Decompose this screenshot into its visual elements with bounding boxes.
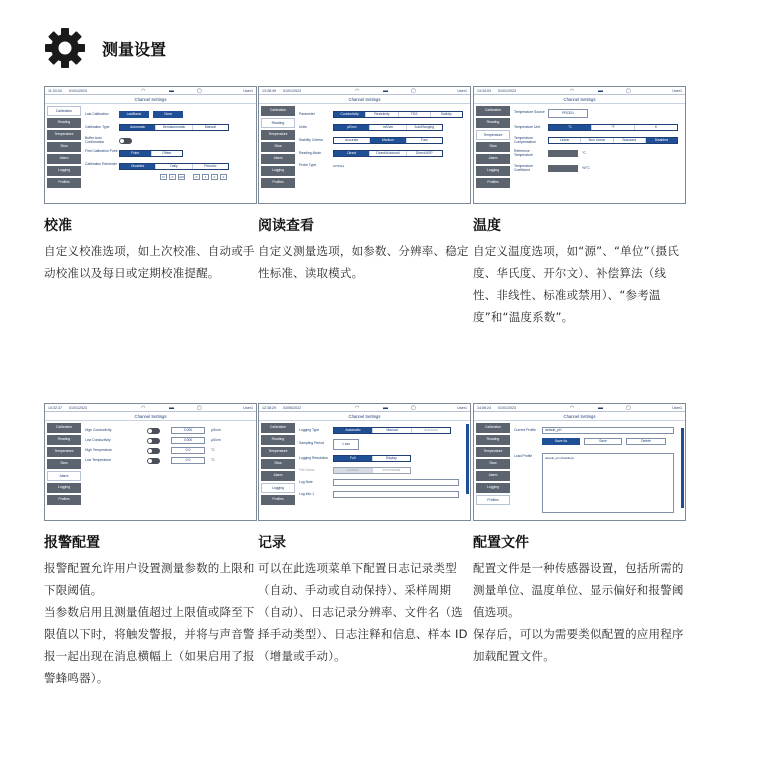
log-res-full[interactable]: Full bbox=[334, 456, 373, 461]
usb-icon: ▢ bbox=[626, 405, 631, 411]
reminder-p3-box[interactable]: 0 bbox=[211, 174, 218, 180]
status-user[interactable]: User1 bbox=[243, 89, 253, 93]
mode-direct-autohold[interactable]: Direct/Autohold bbox=[370, 151, 406, 156]
status-date: 01/01/2023 bbox=[69, 89, 87, 93]
usb-icon: ▢ bbox=[411, 405, 416, 411]
status-user[interactable]: User1 bbox=[672, 89, 682, 93]
page-title: 测量设置 bbox=[102, 39, 167, 59]
screenshot-temperature bbox=[473, 86, 686, 204]
reminder-p2-box[interactable]: 1 bbox=[202, 174, 209, 180]
reminder-day-box[interactable]: D bbox=[160, 174, 167, 180]
alarm-label: High Conductivity bbox=[85, 427, 112, 432]
card-title: 校准 bbox=[44, 218, 72, 234]
card-paragraph: 保存后，可以为需要类似配置的应用程序加载配置文件。 bbox=[473, 627, 684, 663]
card-title: 配置文件 bbox=[473, 535, 529, 551]
alarm-label: Low Temperature bbox=[85, 457, 112, 462]
alarm-unit: °C bbox=[211, 448, 215, 452]
card-calibration bbox=[44, 86, 257, 284]
temp-source-label: Temperature Source bbox=[514, 109, 545, 114]
load-profile-label: Load Profile bbox=[514, 453, 533, 458]
tab-reading[interactable]: Reading bbox=[476, 435, 510, 445]
reminder-p1-box[interactable]: 0 bbox=[193, 174, 200, 180]
status-time: 13:28:49 bbox=[262, 89, 276, 93]
temp-comp-selector[interactable] bbox=[548, 137, 678, 144]
tab-slow[interactable]: Slow bbox=[47, 142, 81, 152]
mode-direct[interactable]: Direct bbox=[334, 151, 370, 156]
cal-type-automatic[interactable]: Automatic bbox=[120, 125, 156, 130]
tab-profiles[interactable]: Profiles bbox=[476, 495, 510, 505]
temp-coef-unit: %/°C bbox=[582, 166, 590, 170]
tab-reading[interactable]: Reading bbox=[261, 118, 295, 128]
tab-logging[interactable]: Logging bbox=[476, 483, 510, 493]
battery-icon: ▬ bbox=[169, 405, 174, 411]
tab-slow[interactable]: Slow bbox=[47, 459, 81, 469]
screenshot-calibration bbox=[44, 86, 257, 204]
alarm-label: High Temperature bbox=[85, 447, 112, 452]
reminder-selector[interactable] bbox=[119, 163, 229, 170]
probe-type-value: HI76312 bbox=[333, 164, 345, 168]
screen-title: Channel Settings bbox=[474, 412, 685, 421]
card-paragraph: 自定义温度选项，如“源”、“单位”（摄氏度、华氏度、开尔文）、补偿算法（线性、非线性、标准或禁用）、“参考温度”和“温度系数”。 bbox=[473, 244, 680, 324]
tab-list bbox=[476, 106, 510, 190]
cal-type-selector[interactable] bbox=[119, 124, 229, 131]
card-description bbox=[44, 557, 257, 689]
tab-list bbox=[47, 423, 81, 507]
card-paragraph: 可以在此选项菜单下配置日志记录类型（自动、手动或自动保持）、采样周期（自动）、日志记录分辨率、文件名（选择手动类型）、日志注释和信息、样本 ID（增量或手动）。 bbox=[258, 561, 468, 663]
buffer-toggle[interactable] bbox=[119, 138, 132, 144]
scrollbar[interactable] bbox=[681, 428, 684, 508]
tab-slow[interactable]: Slow bbox=[476, 459, 510, 469]
units-autoranging[interactable]: AutoRanging bbox=[414, 125, 435, 129]
card-description bbox=[473, 240, 686, 328]
tab-reading[interactable]: Reading bbox=[261, 435, 295, 445]
log-type-autohold[interactable]: Autohold bbox=[424, 428, 438, 432]
cal-type-label: Calibration Type bbox=[85, 124, 110, 129]
tab-list bbox=[261, 423, 295, 507]
reminder-label: Calibration Reminder bbox=[85, 162, 117, 166]
comp-disabled[interactable]: Disabled bbox=[646, 138, 677, 143]
temp-source-box[interactable]: PROD1 bbox=[548, 109, 588, 118]
card-profiles bbox=[473, 403, 686, 667]
cal-type-semiautomatic[interactable]: Semiautomatic bbox=[156, 125, 192, 130]
temp-unit-celsius[interactable]: °C bbox=[549, 125, 592, 130]
parameter-selector[interactable] bbox=[333, 111, 463, 118]
comp-nonlinear[interactable]: Non Linear bbox=[581, 138, 613, 143]
tab-temperature[interactable]: Temperature bbox=[261, 130, 295, 140]
temp-unit-kelvin[interactable]: K bbox=[654, 125, 658, 129]
status-user[interactable]: User1 bbox=[672, 406, 682, 410]
alarm-label: Low Conductivity bbox=[85, 437, 111, 442]
param-tds[interactable]: TDS bbox=[399, 112, 431, 117]
temp-coef-label: Temperature Coefficient bbox=[514, 164, 534, 172]
reminder-ampm-box[interactable]: AM bbox=[179, 175, 184, 179]
tab-calibration[interactable]: Calibration bbox=[261, 423, 295, 433]
load-profile-item[interactable]: default_pH (Modified) bbox=[545, 455, 574, 460]
file-name-label: File Name bbox=[299, 467, 315, 472]
units-selector[interactable] bbox=[333, 124, 443, 131]
units-ms-cm[interactable]: mS/cm bbox=[370, 125, 406, 130]
tab-logging[interactable]: Logging bbox=[261, 483, 295, 493]
status-bar bbox=[259, 404, 470, 412]
settings-content bbox=[514, 106, 682, 200]
status-date: 01/01/2023 bbox=[498, 89, 516, 93]
tab-calibration[interactable]: Calibration bbox=[261, 106, 295, 116]
alarm-unit: µS/cm bbox=[211, 428, 221, 432]
log-note-input[interactable] bbox=[333, 479, 459, 486]
alarm-toggle[interactable] bbox=[147, 428, 160, 434]
tab-reading[interactable]: Reading bbox=[476, 118, 510, 128]
log-res-label: Logging Resolution bbox=[299, 455, 329, 460]
cal-type-manual[interactable]: Manual bbox=[204, 125, 216, 129]
log-res-display[interactable]: Display bbox=[385, 456, 397, 460]
screen-title: Channel Settings bbox=[259, 95, 470, 104]
status-user[interactable]: User1 bbox=[457, 89, 467, 93]
card-alarm bbox=[44, 403, 257, 689]
parameter-label: Parameter bbox=[299, 111, 315, 116]
reminder-daily[interactable]: Daily bbox=[156, 164, 192, 169]
status-bar bbox=[45, 404, 256, 412]
first-cal-selector[interactable] bbox=[119, 150, 183, 157]
log-info-input[interactable] bbox=[333, 491, 459, 498]
wifi-icon: ◠ bbox=[141, 405, 146, 411]
settings-content bbox=[514, 423, 682, 517]
alarm-value[interactable]: 0.000 bbox=[171, 427, 205, 434]
card-title: 记录 bbox=[258, 535, 286, 551]
param-conductivity[interactable]: Conductivity bbox=[334, 112, 366, 117]
tab-logging[interactable]: Logging bbox=[476, 166, 510, 176]
status-bar bbox=[259, 87, 470, 95]
load-profile-list[interactable] bbox=[542, 453, 674, 513]
tab-list bbox=[261, 106, 295, 190]
settings-content bbox=[85, 106, 253, 200]
tab-alarm[interactable]: Alarm bbox=[47, 154, 81, 164]
battery-icon: ▬ bbox=[598, 405, 603, 411]
ref-temp-input[interactable] bbox=[548, 150, 578, 157]
alarm-toggle[interactable] bbox=[147, 438, 160, 444]
reminder-hour-box[interactable]: 0 bbox=[169, 174, 176, 180]
log-type-selector[interactable] bbox=[333, 427, 451, 434]
current-profile-label: Current Profile bbox=[514, 427, 536, 432]
status-time: 11:33:34 bbox=[48, 89, 62, 93]
alarm-toggle[interactable] bbox=[147, 458, 160, 464]
status-date: 01/01/2023 bbox=[69, 406, 87, 410]
status-bar bbox=[45, 87, 256, 95]
tab-calibration[interactable]: Calibration bbox=[476, 106, 510, 116]
mode-direct-usp[interactable]: Direct/USP bbox=[415, 151, 433, 155]
screen-title: Channel Settings bbox=[45, 412, 256, 421]
screenshot-profiles bbox=[473, 403, 686, 521]
settings-content bbox=[299, 423, 467, 517]
tab-alarm[interactable]: Alarm bbox=[476, 471, 510, 481]
tab-profiles[interactable]: Profiles bbox=[261, 495, 295, 505]
screen-title: Channel Settings bbox=[45, 95, 256, 104]
tab-slow[interactable]: Slow bbox=[261, 459, 295, 469]
tab-temperature[interactable]: Temperature bbox=[476, 447, 510, 457]
file-name-custom[interactable]: Custom bbox=[334, 468, 373, 473]
reminder-p4-box[interactable]: 0 bbox=[220, 174, 227, 180]
usb-icon: ▢ bbox=[626, 88, 631, 94]
card-paragraph: 当参数启用且测量值超过上限值或降至下限值以下时，将触发警报，并将与声音警报一起出现在消息横幅上（如果启用了报警蜂鸣器）。 bbox=[44, 605, 255, 685]
wifi-icon: ◠ bbox=[570, 88, 575, 94]
reading-mode-label: Reading Mode bbox=[299, 150, 322, 155]
usb-icon: ▢ bbox=[197, 405, 202, 411]
tab-profiles[interactable]: Profiles bbox=[47, 178, 81, 188]
temp-unit-label: Temperature Unit bbox=[514, 124, 541, 129]
status-bar bbox=[474, 404, 685, 412]
card-description bbox=[473, 557, 686, 667]
temp-unit-fahrenheit[interactable]: °F bbox=[592, 125, 635, 130]
wifi-icon: ◠ bbox=[141, 88, 146, 94]
gear-icon bbox=[44, 27, 86, 69]
file-name-incremental[interactable]: Incremental bbox=[382, 468, 401, 472]
stability-selector[interactable] bbox=[333, 137, 443, 144]
battery-icon: ▬ bbox=[383, 405, 388, 411]
alarm-value[interactable]: 0.0 bbox=[171, 457, 205, 464]
wifi-icon: ◠ bbox=[355, 88, 360, 94]
tab-calibration[interactable]: Calibration bbox=[476, 423, 510, 433]
wifi-icon: ◠ bbox=[355, 405, 360, 411]
status-bar bbox=[474, 87, 685, 95]
tab-slow[interactable]: Slow bbox=[261, 142, 295, 152]
tab-temperature[interactable]: Temperature bbox=[261, 447, 295, 457]
probe-type-label: Probe Type bbox=[299, 163, 317, 167]
log-res-selector[interactable] bbox=[333, 455, 411, 462]
first-cal-offset[interactable]: Offset bbox=[162, 151, 172, 155]
tab-temperature[interactable]: Temperature bbox=[47, 447, 81, 457]
comp-standard[interactable]: Standard bbox=[614, 138, 646, 143]
log-note-label: Log Note bbox=[299, 479, 313, 484]
tab-calibration[interactable]: Calibration bbox=[47, 106, 81, 116]
card-description bbox=[258, 557, 471, 667]
comp-linear[interactable]: Linear bbox=[549, 138, 581, 143]
card-title: 温度 bbox=[473, 218, 501, 234]
battery-icon: ▬ bbox=[383, 88, 388, 94]
card-reading bbox=[258, 86, 471, 284]
file-name-selector[interactable] bbox=[333, 467, 411, 474]
first-cal-point[interactable]: Point bbox=[120, 151, 152, 156]
tab-calibration[interactable]: Calibration bbox=[47, 423, 81, 433]
tab-reading[interactable]: Reading bbox=[47, 118, 81, 128]
tab-temperature[interactable]: Temperature bbox=[47, 130, 81, 140]
tab-profiles[interactable]: Profiles bbox=[261, 178, 295, 188]
card-paragraph: 自定义校准选项，如上次校准、自动或手动校准以及每日或定期校准提醒。 bbox=[44, 244, 255, 280]
tab-alarm[interactable]: Alarm bbox=[261, 154, 295, 164]
alarm-unit: °C bbox=[211, 458, 215, 462]
card-description bbox=[258, 240, 471, 284]
param-salinity[interactable]: Salinity bbox=[440, 112, 452, 116]
status-time: 12:38:29 bbox=[262, 406, 276, 410]
screen-title: Channel Settings bbox=[259, 412, 470, 421]
status-user[interactable]: User1 bbox=[243, 406, 253, 410]
last-cal-label: Last Calibration bbox=[85, 111, 109, 116]
tab-temperature[interactable]: Temperature bbox=[476, 130, 510, 140]
reminder-periodic[interactable]: Periodic bbox=[204, 164, 217, 168]
units-us-cm[interactable]: µS/cm bbox=[334, 125, 370, 130]
stability-fast[interactable]: Fast bbox=[421, 138, 428, 142]
card-paragraph: 自定义测量选项，如参数、分辨率、稳定性标准、读取模式。 bbox=[258, 244, 469, 280]
status-time: 14:32:37 bbox=[48, 406, 62, 410]
status-date: 01/01/2023 bbox=[283, 89, 301, 93]
stability-medium[interactable]: Medium bbox=[370, 138, 406, 143]
card-title: 阅读查看 bbox=[258, 218, 314, 234]
ref-temp-label: Reference Temperature bbox=[514, 149, 534, 157]
param-resistivity[interactable]: Resistivity bbox=[366, 112, 398, 117]
tab-profiles[interactable]: Profiles bbox=[47, 495, 81, 505]
buffer-label: Buffer Auto Confirmation bbox=[85, 136, 105, 144]
alarm-unit: µS/cm bbox=[211, 438, 221, 442]
alarm-value[interactable]: 0.0 bbox=[171, 447, 205, 454]
battery-icon: ▬ bbox=[169, 88, 174, 94]
sampling-period-label: Sampling Period bbox=[299, 441, 324, 445]
alarm-value[interactable]: 0.000 bbox=[171, 437, 205, 444]
page-header bbox=[44, 26, 166, 70]
tab-list bbox=[47, 106, 81, 190]
tab-alarm[interactable]: Alarm bbox=[261, 471, 295, 481]
card-logging bbox=[258, 403, 471, 667]
settings-content bbox=[85, 423, 253, 517]
tab-alarm[interactable]: Alarm bbox=[47, 471, 81, 481]
usb-icon: ▢ bbox=[411, 88, 416, 94]
card-description bbox=[44, 240, 257, 284]
temp-coef-input[interactable] bbox=[548, 165, 578, 172]
current-profile-box: default_pH bbox=[542, 427, 674, 434]
tab-reading[interactable]: Reading bbox=[47, 435, 81, 445]
tab-alarm[interactable]: Alarm bbox=[476, 154, 510, 164]
log-type-label: Logging Type bbox=[299, 427, 320, 432]
wifi-icon: ◠ bbox=[570, 405, 575, 411]
save-as-button[interactable]: Save As bbox=[542, 438, 580, 445]
settings-content bbox=[299, 106, 467, 200]
status-date: 01/01/2023 bbox=[498, 406, 516, 410]
last-cal-button[interactable]: LastBasic bbox=[119, 111, 149, 118]
tab-logging[interactable]: Logging bbox=[47, 166, 81, 176]
reading-mode-selector[interactable] bbox=[333, 150, 443, 157]
delete-button[interactable]: Delete bbox=[626, 438, 666, 445]
tab-slow[interactable]: Slow bbox=[476, 142, 510, 152]
card-paragraph: 报警配置允许用户设置测量参数的上限和下限阈值。 bbox=[44, 561, 255, 597]
screenshot-logging bbox=[258, 403, 471, 521]
tab-profiles[interactable]: Profiles bbox=[476, 178, 510, 188]
usb-icon: ▢ bbox=[197, 88, 202, 94]
screen-title: Channel Settings bbox=[474, 95, 685, 104]
clear-button[interactable]: Clear bbox=[153, 111, 183, 118]
tab-logging[interactable]: Logging bbox=[47, 483, 81, 493]
tab-logging[interactable]: Logging bbox=[261, 166, 295, 176]
scrollbar[interactable] bbox=[466, 424, 469, 494]
log-type-automatic[interactable]: Automatic bbox=[334, 428, 373, 433]
sampling-period-box[interactable]: 1 sec bbox=[333, 439, 359, 450]
stability-accurate[interactable]: Accurate bbox=[334, 138, 370, 143]
alarm-toggle[interactable] bbox=[147, 448, 160, 454]
ref-temp-unit: °C bbox=[582, 151, 586, 155]
temp-unit-selector[interactable] bbox=[548, 124, 678, 131]
status-time: 14:06:24 bbox=[477, 406, 491, 410]
battery-icon: ▬ bbox=[598, 88, 603, 94]
card-paragraph: 配置文件是一种传感器设置，包括所需的测量单位、温度单位、显示偏好和报警阈值选项。 bbox=[473, 561, 684, 619]
temp-comp-label: Temperature Compensation bbox=[514, 136, 536, 144]
status-date: 03/06/2022 bbox=[283, 406, 301, 410]
card-title: 报警配置 bbox=[44, 535, 100, 551]
status-user[interactable]: User1 bbox=[457, 406, 467, 410]
reminder-disabled[interactable]: Disabled bbox=[120, 164, 156, 169]
stability-label: Stability Criteria bbox=[299, 137, 323, 142]
first-cal-label: First Calibration Point bbox=[85, 149, 118, 153]
save-button[interactable]: Save bbox=[584, 438, 622, 445]
log-info-label: Log Info 1 bbox=[299, 491, 315, 496]
units-label: Units bbox=[299, 124, 307, 129]
card-temperature bbox=[473, 86, 686, 328]
log-type-manual[interactable]: Manual bbox=[373, 428, 412, 433]
screenshot-reading bbox=[258, 86, 471, 204]
tab-list bbox=[476, 423, 510, 507]
status-time: 13:34:03 bbox=[477, 89, 491, 93]
screenshot-alarm bbox=[44, 403, 257, 521]
